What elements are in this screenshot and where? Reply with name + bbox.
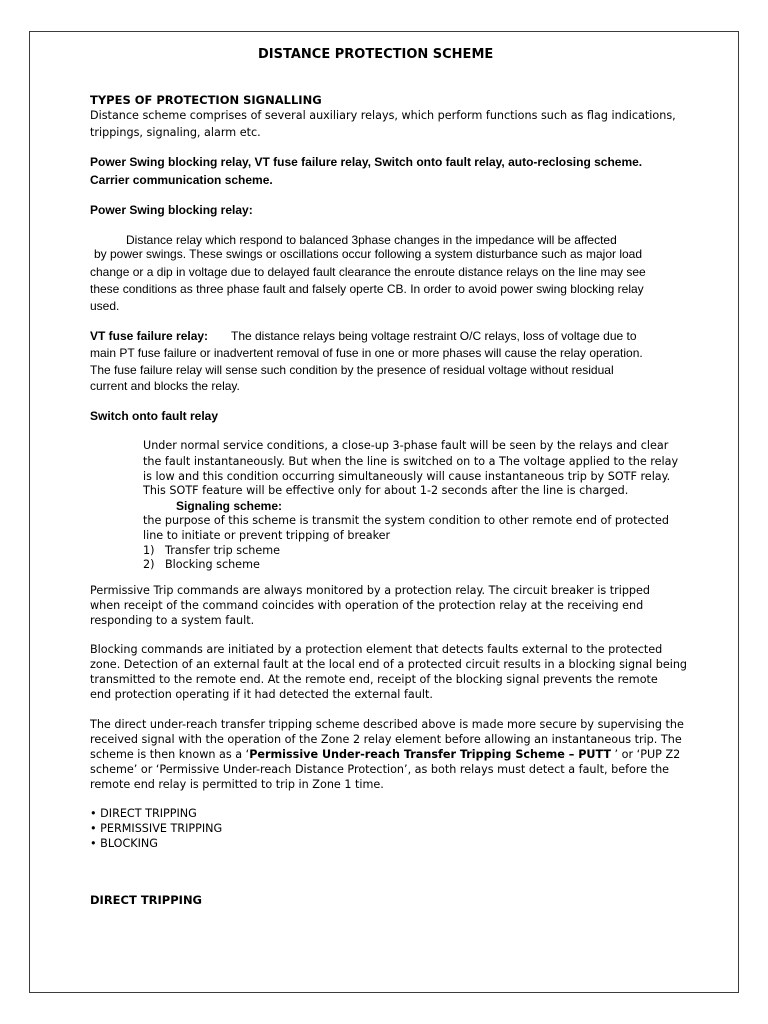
- putt-line-3-b: ’ or ‘PUP Z2: [611, 748, 681, 761]
- vt-fuse-line-4: current and blocks the relay.: [90, 379, 240, 393]
- bullet-item: • BLOCKING: [90, 837, 158, 850]
- sotf-heading: Switch onto fault relay: [90, 409, 219, 423]
- signaling-heading: Signaling scheme:: [176, 499, 283, 513]
- page-title: DISTANCE PROTECTION SCHEME: [258, 47, 494, 62]
- signaling-item-2: Blocking scheme: [165, 558, 260, 571]
- power-swing-line-1: Distance relay which respond to balanced 3phase changes in the impedance will be affected: [126, 233, 617, 247]
- signaling-line-1: the purpose of this scheme is transmit the system condition to other remote end of protected: [143, 514, 669, 527]
- putt-line-1: The direct under-reach transfer tripping scheme described above is made more secure by supervising the: [90, 718, 684, 731]
- vt-fuse-line-3: The fuse failure relay will sense such condition by the presence of residual voltage without residual: [90, 363, 614, 377]
- sotf-line-1: Under normal service conditions, a close-up 3-phase fault will be seen by the relays and clear: [143, 439, 669, 452]
- power-swing-line-2: by power swings. These swings or oscillations occur following a system disturbance such as major load: [94, 247, 643, 261]
- putt-line-5: remote end relay is permitted to trip in Zone 1 time.: [90, 778, 384, 791]
- vt-fuse-line-1: The distance relays being voltage restraint O/C relays, loss of voltage due to: [231, 329, 637, 343]
- signaling-item-1-num: 1): [143, 544, 155, 557]
- sotf-line-2: the fault instantaneously. But when the line is switched on to a The voltage applied to the relay: [143, 455, 679, 468]
- sotf-line-3: is low and this condition occurring simultaneously will cause instantaneous trip by SOTF relay.: [143, 470, 671, 483]
- bullet-item: • DIRECT TRIPPING: [90, 807, 197, 820]
- bullet-item: • PERMISSIVE TRIPPING: [90, 822, 223, 835]
- types-line-2: trippings, signaling, alarm etc.: [90, 126, 261, 139]
- types-heading: TYPES OF PROTECTION SIGNALLING: [90, 93, 322, 107]
- relay-list-line-2: Carrier communication scheme.: [90, 173, 273, 187]
- permissive-line-2: when receipt of the command coincides with operation of the protection relay at the receiving end: [90, 599, 644, 612]
- permissive-line-3: responding to a system fault.: [90, 614, 255, 627]
- relay-list-line-1: Power Swing blocking relay, VT fuse failure relay, Switch onto fault relay, auto-reclosing scheme.: [90, 155, 643, 169]
- putt-line-3-a: scheme is then known as a ‘: [90, 748, 250, 761]
- blocking-line-2: zone. Detection of an external fault at the local end of a protected circuit results in a blocking signal being: [90, 658, 688, 671]
- signaling-line-2: line to initiate or prevent tripping of breaker: [143, 529, 391, 542]
- permissive-line-1: Permissive Trip commands are always monitored by a protection relay. The circuit breaker is tripped: [90, 584, 651, 597]
- signaling-item-2-num: 2): [143, 558, 155, 571]
- power-swing-line-3: change or a dip in voltage due to delayed fault clearance the enroute distance relays on the line may see: [90, 265, 646, 279]
- putt-line-3: [90, 748, 680, 762]
- types-line-1: Distance scheme comprises of several auxiliary relays, which perform functions such as flag indications,: [90, 109, 676, 122]
- vt-fuse-line-2: main PT fuse failure or inadvertent removal of fuse in one or more phases will cause the relay operation.: [90, 346, 643, 360]
- blocking-line-4: end protection operating if it had detected the external fault.: [90, 688, 433, 701]
- power-swing-line-5: used.: [90, 299, 120, 313]
- blocking-line-1: Blocking commands are initiated by a protection element that detects faults external to the protected: [90, 643, 663, 656]
- signaling-item-1: Transfer trip scheme: [165, 544, 281, 557]
- putt-line-2: received signal with the operation of the Zone 2 relay element before allowing an instantaneous trip. The: [90, 733, 682, 746]
- sotf-line-4: This SOTF feature will be effective only for about 1-2 seconds after the line is charged.: [143, 484, 629, 497]
- power-swing-line-4: these conditions as three phase fault and falsely operte CB. In order to avoid power swing blocking relay: [90, 282, 644, 296]
- putt-scheme-name: Permissive Under-reach Transfer Tripping Scheme – PUTT: [249, 748, 611, 761]
- putt-line-4: scheme’ or ‘Permissive Under-reach Distance Protection’, as both relays must detect a fault, before the: [90, 763, 670, 776]
- vt-fuse-heading: VT fuse failure relay:: [90, 329, 209, 343]
- power-swing-heading: Power Swing blocking relay:: [90, 203, 253, 217]
- direct-tripping-heading: DIRECT TRIPPING: [90, 893, 203, 907]
- blocking-line-3: transmitted to the remote end. At the remote end, receipt of the blocking signal prevents the remote: [90, 673, 658, 686]
